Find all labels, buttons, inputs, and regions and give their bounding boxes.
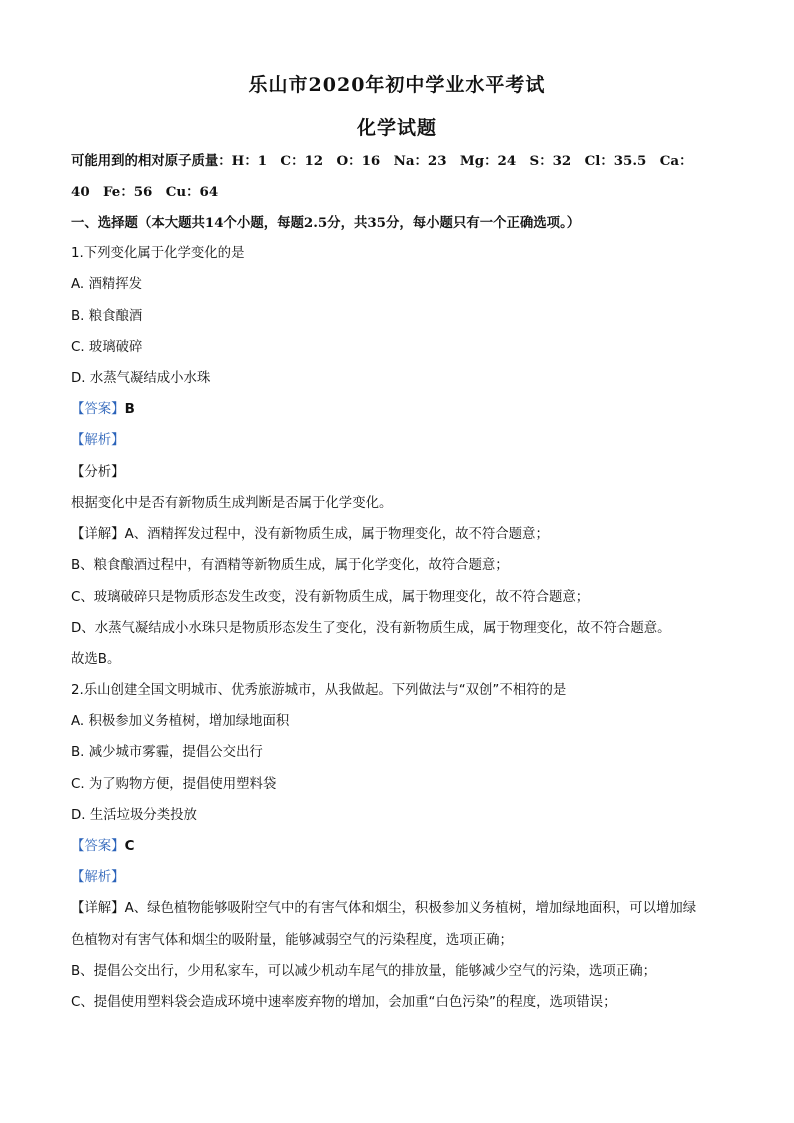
q1-option-a: A. 酒精挥发	[71, 277, 142, 292]
q2-option-b: B. 减少城市雾霾，提倡公交出行	[71, 745, 263, 760]
exam-subtitle: 化学试题	[356, 117, 437, 139]
q1-detail-a-row	[71, 526, 731, 544]
analysis-tag: 解析	[84, 433, 112, 448]
bracket-open: 【	[71, 465, 85, 480]
q1-detail-d: D、水蒸气凝结成小水珠只是物质形态发生了变化，没有新物质生成，属于物理变化，故不符合题意。	[71, 621, 671, 636]
atomic-masses-line-2: 40 Fe：56 Cu：64	[71, 184, 219, 200]
answer-tag: 答案	[84, 402, 112, 417]
exam-title: 乐山市2020年初中学业水平考试	[248, 74, 546, 96]
q2-detail-c: C、提倡使用塑料袋会造成环境中速率废弃物的增加，会加重“白色污染”的程度，选项错误；	[71, 995, 617, 1010]
analysis-tag: 解析	[84, 870, 112, 885]
detail-tag: 详解	[84, 901, 112, 916]
q1-option-b: B. 粮食酿酒	[71, 309, 143, 324]
section-heading: 一、选择题（本大题共14个小题，每题2.5分，共35分，每小题只有一个正确选项。）	[71, 215, 581, 231]
bracket-close: 】	[111, 870, 125, 885]
answer-tag: 答案	[84, 839, 112, 854]
bracket-open: 【	[71, 901, 85, 916]
q2-answer-row	[71, 838, 731, 856]
q1-answer-value: B	[124, 402, 135, 417]
q2-detail-a-row	[71, 900, 731, 918]
q1-answer-row	[71, 401, 731, 419]
q2-stem: 2.乐山创建全国文明城市、优秀旅游城市，从我做起。下列做法与“双创”不相符的是	[71, 683, 567, 698]
bracket-open: 【	[71, 839, 85, 854]
q2-option-d: D. 生活垃圾分类投放	[71, 808, 197, 823]
q2-detail-a1: A、绿色植物能够吸附空气中的有害气体和烟尘，积极参加义务植树，增加绿地面积，可以增加绿	[124, 901, 697, 916]
q2-option-a: A. 积极参加义务植树，增加绿地面积	[71, 714, 290, 729]
bracket-close: 】	[111, 402, 125, 417]
q1-fenxi-text: 根据变化中是否有新物质生成判断是否属于化学变化。	[71, 496, 393, 511]
q2-option-c: C. 为了购物方便，提倡使用塑料袋	[71, 777, 277, 792]
bracket-close: 】	[111, 839, 125, 854]
bracket-open: 【	[71, 527, 85, 542]
atomic-masses-line-1: 可能用到的相对原子质量：H：1 C：12 O：16 Na：23 Mg：24 S：32 Cl：35.5 Ca：	[71, 153, 693, 169]
q2-detail-b: B、提倡公交出行，少用私家车，可以减少机动车尾气的排放量，能够减少空气的污染，选项正确；	[71, 964, 656, 979]
q1-fenxi-row	[71, 464, 731, 482]
bracket-open: 【	[71, 870, 85, 885]
q2-answer-value: C	[124, 839, 135, 854]
q1-stem: 1.下列变化属于化学变化的是	[71, 246, 245, 261]
q1-analysis-row	[71, 432, 731, 450]
bracket-close: 】	[111, 527, 125, 542]
q1-detail-c: C、玻璃破碎只是物质形态发生改变，没有新物质生成，属于物理变化，故不符合题意；	[71, 590, 590, 605]
q1-conclusion: 故选B。	[71, 652, 121, 667]
detail-tag: 详解	[84, 527, 112, 542]
q1-detail-a: A、酒精挥发过程中，没有新物质生成，属于物理变化，故不符合题意；	[124, 527, 549, 542]
q2-analysis-row	[71, 869, 731, 887]
bracket-open: 【	[71, 433, 85, 448]
bracket-close: 】	[111, 465, 125, 480]
q1-option-d: D. 水蒸气凝结成小水珠	[71, 371, 211, 386]
bracket-open: 【	[71, 402, 85, 417]
fenxi-tag: 分析	[84, 465, 112, 480]
bracket-close: 】	[111, 901, 125, 916]
bracket-close: 】	[111, 433, 125, 448]
q2-detail-a2: 色植物对有害气体和烟尘的吸附量，能够减弱空气的污染程度，选项正确；	[71, 933, 513, 948]
q1-option-c: C. 玻璃破碎	[71, 340, 143, 355]
q1-detail-b: B、粮食酿酒过程中，有酒精等新物质生成，属于化学变化，故符合题意；	[71, 558, 509, 573]
